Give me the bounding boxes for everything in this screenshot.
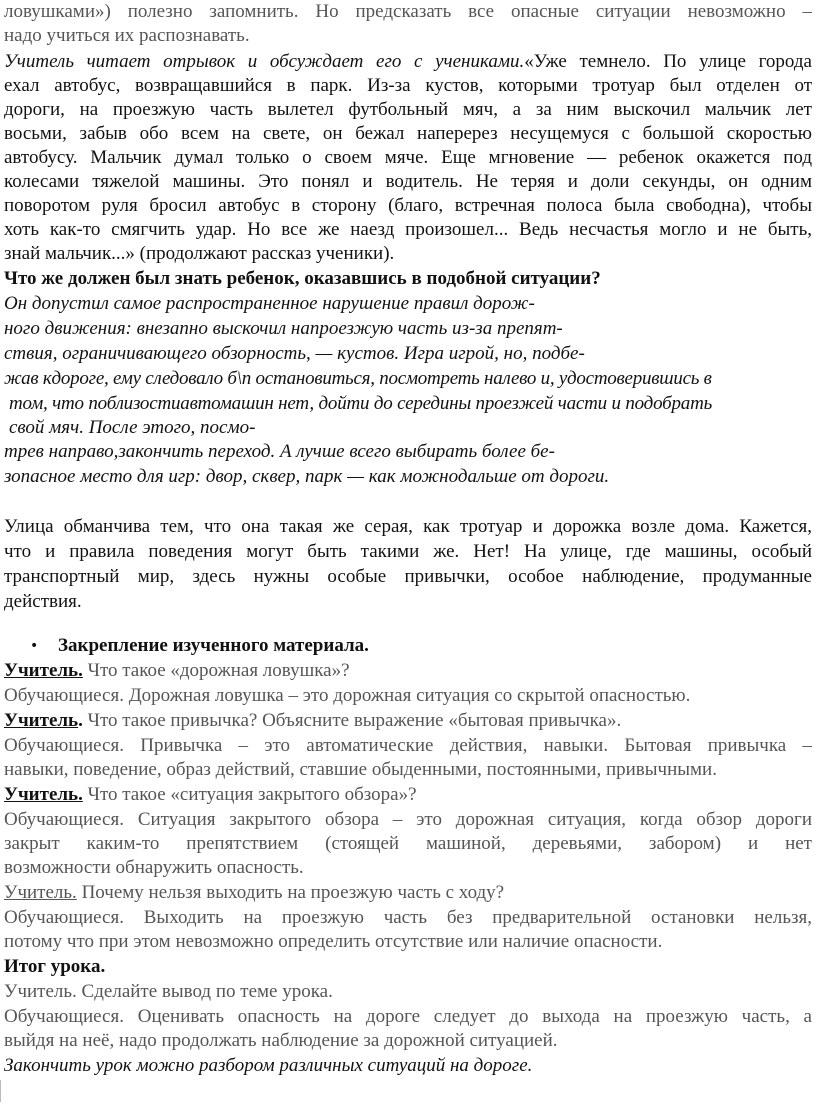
story-line: ехал автобус, возвращавшийся в парк. Из-за кустов, которыми тротуар был отделен от <box>4 75 812 96</box>
qa-answer: закрыт каким-то препятствием (стоящей машиной, деревьями, забором) и нет <box>4 833 812 854</box>
street-line: Улица обманчива тем, что она такая же серая, как тротуар и дорожка возле дома. Кажется, <box>4 516 812 537</box>
teacher-label-dot: . <box>78 710 83 731</box>
answer-line: Он допустил самое распространенное нарушение правил дорож- <box>4 293 535 314</box>
answer-line: жав кдороге, ему следовало б\п остановиться, посмотреть налево и, удостоверившись в <box>4 368 712 389</box>
qa-question <box>4 783 812 807</box>
answer-line: ного движения: внезапно выскочил напроезжую часть из-за препят- <box>4 318 563 339</box>
question-text: Почему нельзя выходить на проезжую часть с ходу? <box>76 882 505 903</box>
summary-teacher: Учитель. Сделайте вывод по теме урока. <box>4 981 333 1002</box>
story-line: дороги, на проезжую часть вылетел футбольный мяч, а за ним выскочил мальчик лет <box>4 99 812 120</box>
question-heading: Что же должен был знать ребенок, оказавшись в подобной ситуации? <box>4 268 601 289</box>
story-line: знай мальчик...» (продолжают рассказ ученики). <box>4 243 395 264</box>
answer-line: свой мяч. После этого, посмо- <box>9 417 256 438</box>
story-line: автобусу. Мальчик думал только о своем мяче. Еще мгновение — ребенок окажется под <box>4 147 812 168</box>
teacher-label: Учитель <box>4 710 79 731</box>
qa-answer: Обучающиеся. Привычка – это автоматические действия, навыки. Бытовая привычка – <box>4 735 812 756</box>
closing-line: Закончить урок можно разбором различных ситуаций на дороге. <box>4 1055 533 1076</box>
answer-line: трев направо,закончить переход. А лучше всего выбирать более бе- <box>4 441 555 462</box>
qa-question <box>4 881 812 905</box>
qa-answer: возможности обнаружить опасность. <box>4 857 304 878</box>
question-text: Что такое «ситуация закрытого обзора»? <box>82 784 417 805</box>
qa-answer: Обучающиеся. Выходить на проезжую часть без предварительной остановки нельзя, <box>4 907 812 928</box>
street-line: что и правила поведения могут быть такими же. Нет! На улице, где машины, особый <box>4 541 812 562</box>
question-text: Что такое привычка? Объясните выражение «бытовая привычка». <box>82 710 622 731</box>
teacher-label: Учитель. <box>4 660 83 681</box>
answer-line: том, что поблизостиавтомашин нет, дойти до середины проезжей части и подобрать <box>9 393 713 414</box>
bullet-icon: • <box>30 638 39 654</box>
summary-answer: Обучающиеся. Оценивать опасность на дороге следует до выхода на проезжую часть, а <box>4 1006 812 1027</box>
story-line: поворотом руля бросил автобус в сторону (благо, встречная полоса была свободна), чтобы <box>4 195 812 216</box>
qa-answer: навыки, поведение, образ действий, ставшие обыденными, постоянными, привычными. <box>4 759 717 780</box>
teacher-label: Учитель. <box>4 882 77 903</box>
story-line: хоть как-то смягчить удар. Но все же наезд произошел... Ведь несчастья могло и не быть, <box>4 219 812 240</box>
answer-line: зопасное место для игр: двор, сквер, парк — как можнодальше от дороги. <box>4 466 610 487</box>
story-intro: Учитель читает отрывок и обсуждает его с учениками. <box>4 51 525 72</box>
teacher-label: Учитель. <box>4 784 83 805</box>
qa-answer: потому что при этом невозможно определить отсутствие или наличие опасности. <box>4 931 663 952</box>
qa-answer: Обучающиеся. Дорожная ловушка – это дорожная ситуация со скрытой опасностью. <box>4 685 691 706</box>
page-edge-mark <box>0 1080 1 1102</box>
street-line: транспортный мир, здесь нужны особые привычки, особое наблюдение, продуманные <box>4 566 812 587</box>
story-line: колесами тяжелой машины. Это понял и водитель. Не теряя и доли секунды, он одним <box>4 171 812 192</box>
qa-question <box>4 709 812 733</box>
paragraph-line: надо учиться их распознавать. <box>4 25 250 46</box>
street-line: действия. <box>4 591 82 612</box>
answer-line: ствия, ограничивающего обзорность, — кустов. Игра игрой, но, подбе- <box>4 343 585 364</box>
qa-question <box>4 659 812 683</box>
summary-title: Итог урока. <box>4 956 106 977</box>
story-text: «Уже темнело. По улице города <box>524 51 812 72</box>
section-title: Закрепление изученного материала. <box>58 635 369 656</box>
story-line: восьми, забыв обо всем на свете, он бежал наперерез несущемуся с большой скоростью <box>4 123 812 144</box>
story-line-1 <box>4 50 812 74</box>
qa-answer: Обучающиеся. Ситуация закрытого обзора – это дорожная ситуация, когда обзор дороги <box>4 809 812 830</box>
summary-answer: выйдя на неё, надо продолжать наблюдение за дорожной ситуацией. <box>4 1030 558 1051</box>
paragraph-line: ловушками») полезно запомнить. Но предсказать все опасные ситуации невозможно – <box>4 1 812 22</box>
question-text: Что такое «дорожная ловушка»? <box>82 660 350 681</box>
